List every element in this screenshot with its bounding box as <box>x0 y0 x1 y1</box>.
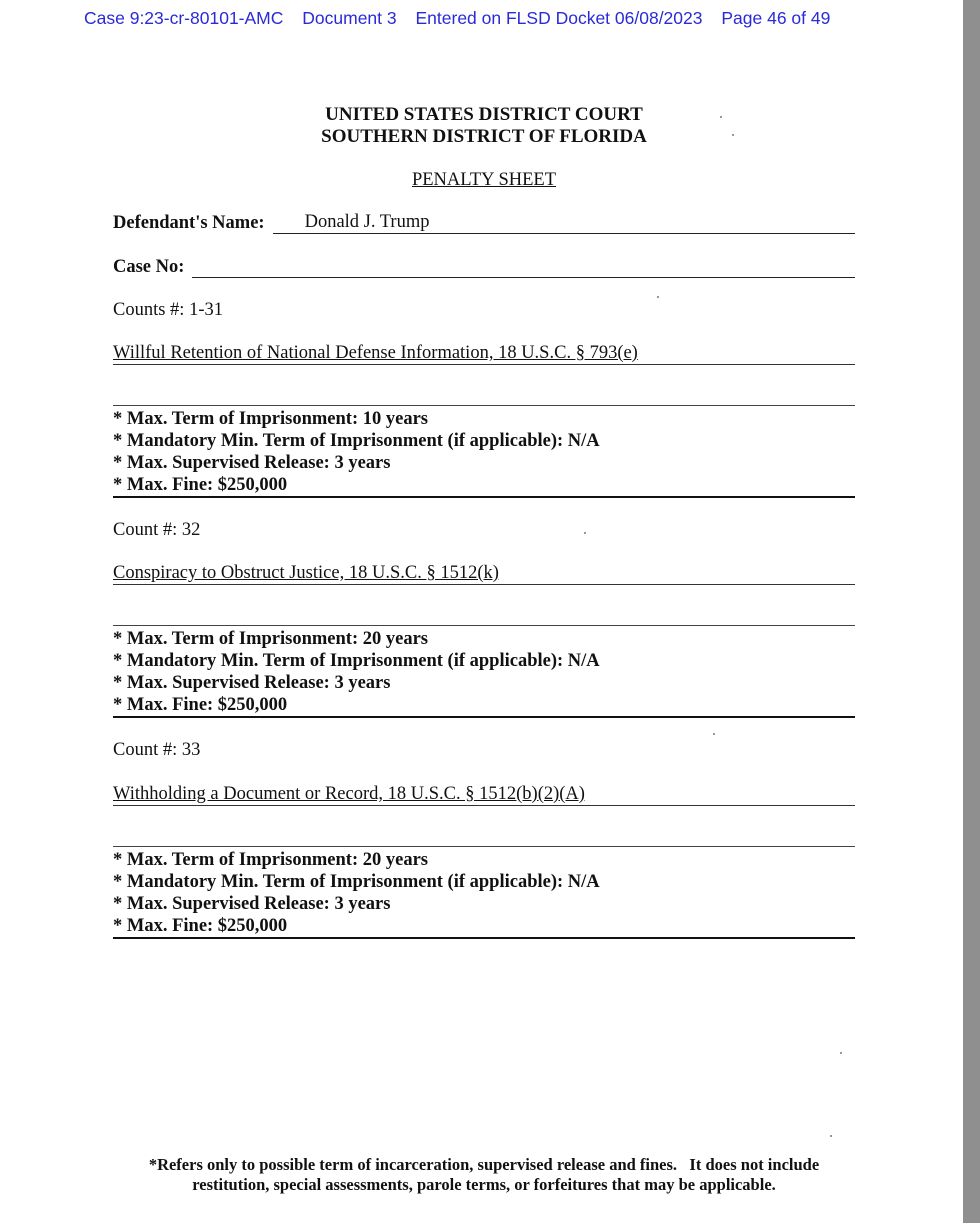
offense-statute <box>113 783 855 806</box>
offense-text: Withholding a Document or Record, 18 U.S.C. § 1512(b)(2)(A) <box>113 784 585 804</box>
footnote-line-2: restitution, special assessments, parole terms, or forfeitures that may be applicable. <box>192 1175 776 1194</box>
blank-line <box>113 405 855 406</box>
page-indicator: Page 46 of 49 <box>721 8 831 28</box>
offense-statute <box>113 342 855 365</box>
count-label: Count #: 32 <box>113 520 201 540</box>
scan-speck <box>657 296 659 298</box>
case-id: Case 9:23-cr-80101-AMC <box>84 8 284 28</box>
blank-line <box>113 846 855 847</box>
max-supervised-release: * Max. Supervised Release: 3 years <box>113 673 391 693</box>
scan-speck <box>584 532 586 534</box>
scan-speck <box>840 1052 842 1054</box>
scan-speck <box>830 1135 832 1137</box>
mandatory-min: * Mandatory Min. Term of Imprisonment (if applicable): N/A <box>113 431 600 451</box>
footnote <box>0 1155 968 1195</box>
scan-speck <box>720 116 722 118</box>
penalty-block <box>113 849 855 939</box>
defendant-name-row <box>113 210 855 234</box>
scan-speck <box>732 134 734 136</box>
offense-text: Willful Retention of National Defense Information, 18 U.S.C. § 793(e) <box>113 343 638 363</box>
max-imprisonment: * Max. Term of Imprisonment: 20 years <box>113 629 428 649</box>
max-supervised-release: * Max. Supervised Release: 3 years <box>113 453 391 473</box>
defendant-name-label: Defendant's Name: <box>113 213 265 233</box>
max-fine: * Max. Fine: $250,000 <box>113 475 288 495</box>
mandatory-min: * Mandatory Min. Term of Imprisonment (if applicable): N/A <box>113 872 600 892</box>
vertical-scrollbar[interactable] <box>963 0 980 1223</box>
case-number-label: Case No: <box>113 257 185 277</box>
blank-line <box>113 625 855 626</box>
case-number-value <box>192 255 855 278</box>
max-imprisonment: * Max. Term of Imprisonment: 10 years <box>113 409 428 429</box>
footnote-line-1: *Refers only to possible term of incarceration, supervised release and fines. It does not include <box>148 1155 820 1174</box>
defendant-name-value: Donald J. Trump <box>273 211 855 234</box>
mandatory-min: * Mandatory Min. Term of Imprisonment (if applicable): N/A <box>113 651 600 671</box>
max-fine: * Max. Fine: $250,000 <box>113 695 288 715</box>
penalty-block <box>113 628 855 718</box>
count-label: Counts #: 1-31 <box>113 300 223 320</box>
max-fine: * Max. Fine: $250,000 <box>113 916 288 936</box>
scan-speck <box>713 733 715 735</box>
docket-entry-date: Entered on FLSD Docket 06/08/2023 <box>415 8 703 28</box>
offense-statute <box>113 562 855 585</box>
court-district: SOUTHERN DISTRICT OF FLORIDA <box>321 126 647 147</box>
court-name: UNITED STATES DISTRICT COURT <box>325 104 643 125</box>
count-label: Count #: 33 <box>113 740 201 760</box>
case-number-row <box>113 254 855 278</box>
offense-text: Conspiracy to Obstruct Justice, 18 U.S.C. § 1512(k) <box>113 563 499 583</box>
penalty-block <box>113 408 855 498</box>
document-number: Document 3 <box>302 8 397 28</box>
max-supervised-release: * Max. Supervised Release: 3 years <box>113 894 391 914</box>
docket-header <box>84 8 844 29</box>
page-title: PENALTY SHEET <box>411 170 557 190</box>
max-imprisonment: * Max. Term of Imprisonment: 20 years <box>113 850 428 870</box>
